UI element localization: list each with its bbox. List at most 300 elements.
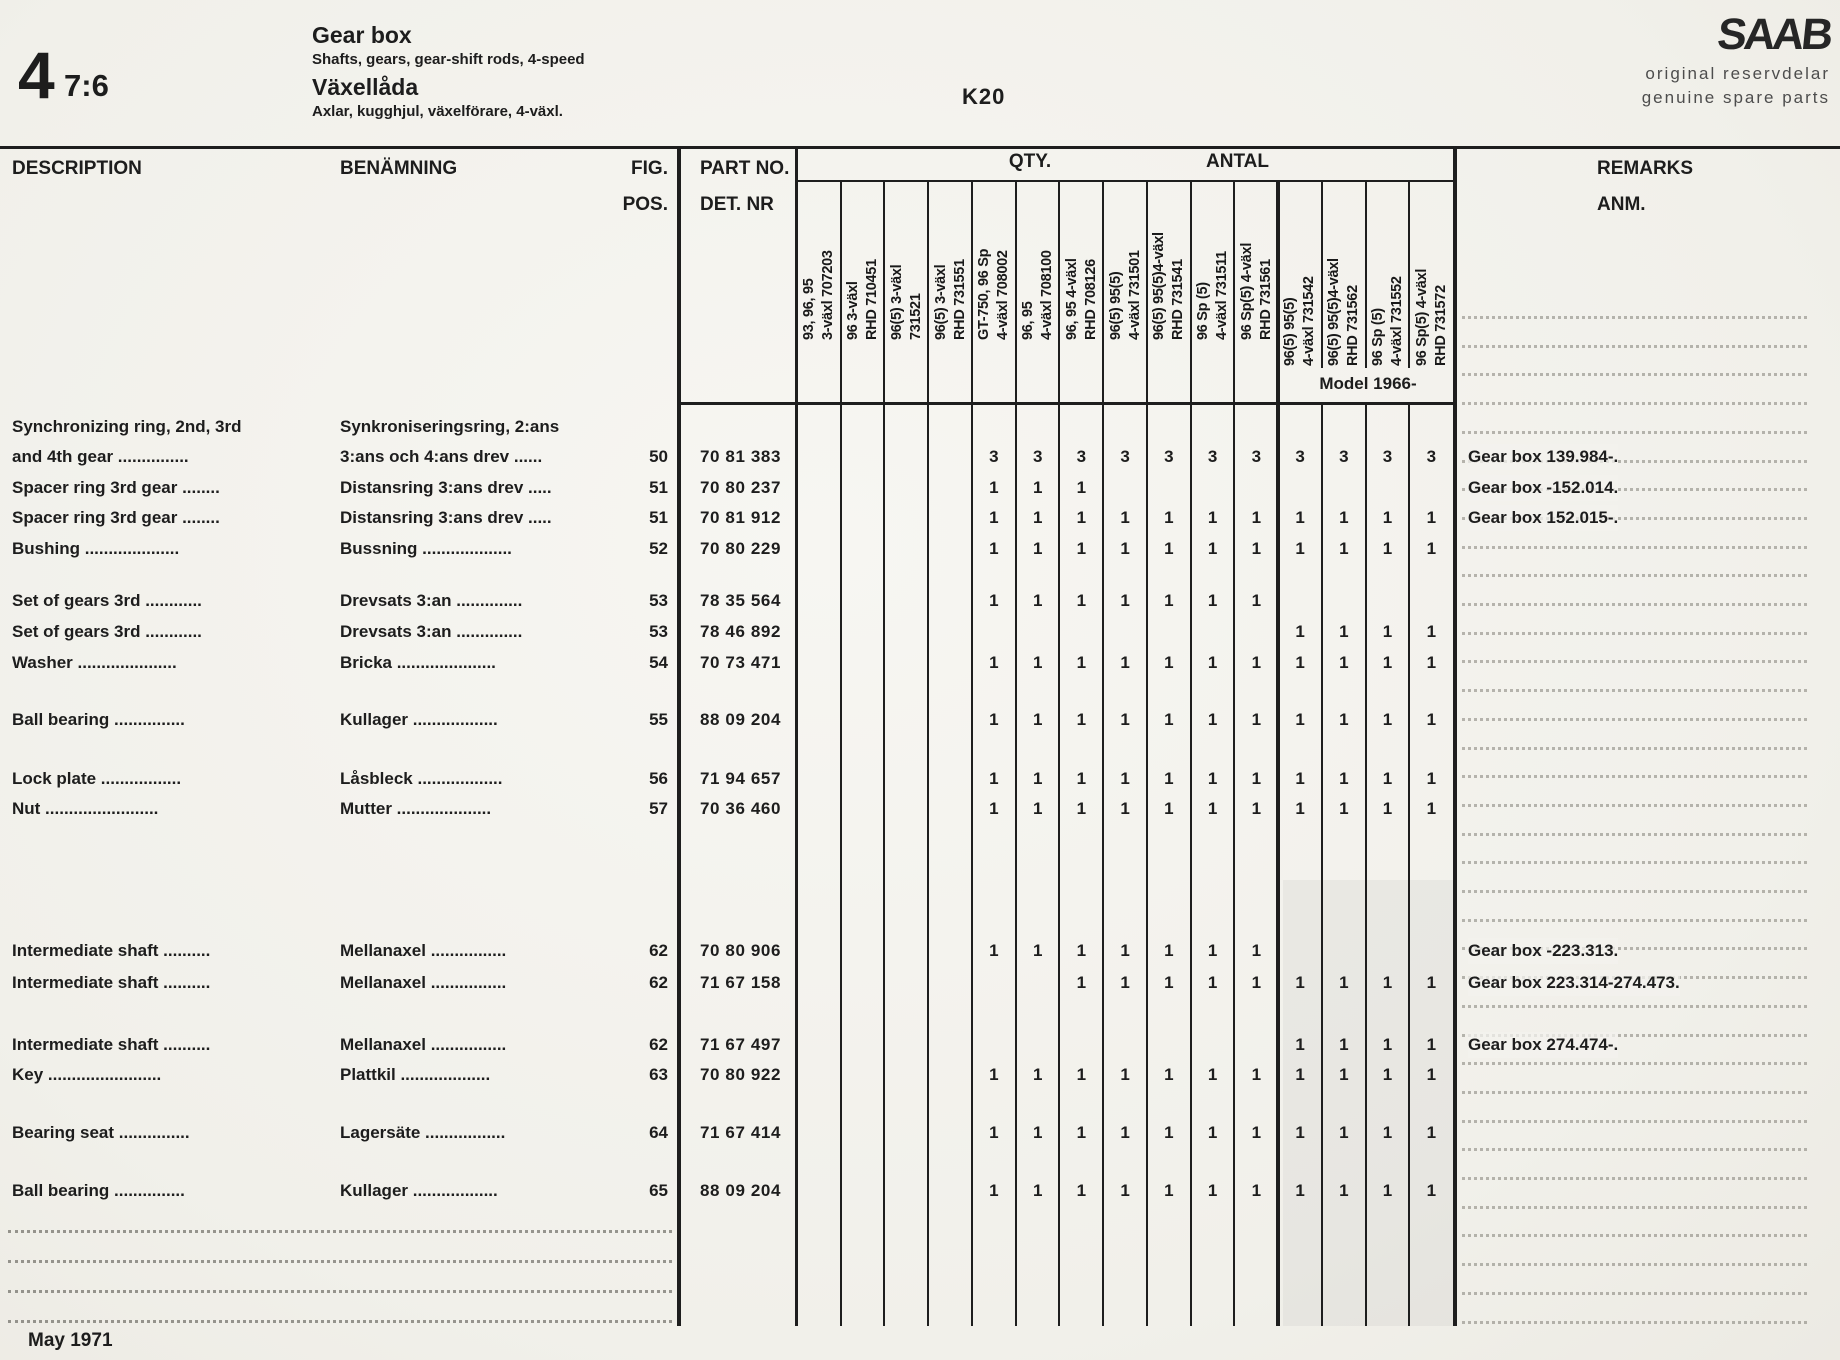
qty-column-line: [1190, 180, 1192, 1326]
row-description: Spacer ring 3rd gear ........: [12, 478, 220, 497]
row-qty-value: 1: [1426, 508, 1437, 527]
row-part-number: 70 80 229: [700, 539, 782, 558]
row-qty-value: 1: [1339, 622, 1349, 641]
row-qty-value: 1: [1426, 1123, 1437, 1142]
row-qty-value: 1: [1207, 1065, 1218, 1084]
row-qty-value: 1: [1382, 653, 1393, 672]
row-fig-pos: 65: [649, 1181, 668, 1200]
variant-column-header: [1413, 154, 1450, 366]
qty-column-line: [1102, 180, 1104, 1326]
row-part-number: 88 09 204: [700, 710, 782, 729]
row-qty-value: 1: [1295, 1035, 1305, 1054]
row-qty-value: 1: [1164, 653, 1174, 672]
row-qty-value: 1: [1339, 653, 1349, 672]
table-divider-fig-part: [677, 146, 681, 1326]
header-body-separator: [677, 402, 1457, 405]
variant-header-line1: 96 Sp (5): [1369, 308, 1386, 366]
page-subtitle-en: Shafts, gears, gear-shift rods, 4-speed: [312, 51, 585, 68]
row-qty-value: 1: [1251, 539, 1262, 558]
variant-column-header: [800, 128, 837, 340]
variant-column-header: [1325, 154, 1362, 366]
row-benamning: Mellanaxel ................: [340, 941, 507, 960]
row-qty-value: 1: [989, 478, 999, 497]
row-qty-value: 1: [1032, 1123, 1043, 1142]
remarks-dotted-line: [1462, 747, 1807, 750]
row-qty-value: 3: [1426, 447, 1437, 466]
row-description: Washer .....................: [12, 653, 177, 672]
row-description: and 4th gear ...............: [12, 447, 189, 466]
row-qty-value: 1: [1032, 478, 1043, 497]
qty-grid-left-border: [795, 146, 798, 1326]
remarks-dotted-line: [1462, 316, 1807, 319]
row-qty-value: 1: [989, 1181, 999, 1200]
column-header-part-no: PART NO.: [700, 158, 790, 179]
row-qty-value: 1: [1426, 653, 1437, 672]
row-qty-value: 1: [1295, 622, 1305, 641]
remarks-dotted-line: [1462, 1292, 1807, 1295]
row-qty-value: 1: [1295, 1123, 1305, 1142]
row-qty-value: 1: [989, 653, 999, 672]
row-qty-value: 1: [1339, 1065, 1349, 1084]
brand-tagline-sv: original reservdelar: [1645, 64, 1830, 83]
row-qty-value: 1: [1120, 1181, 1130, 1200]
table-row: [0, 1178, 1840, 1204]
row-qty-value: 1: [1120, 591, 1130, 610]
row-qty-value: 1: [1032, 941, 1043, 960]
row-qty-value: 1: [989, 539, 999, 558]
row-part-number: 78 35 564: [700, 591, 782, 610]
row-qty-value: 1: [1032, 1065, 1043, 1084]
row-qty-value: 1: [1295, 539, 1305, 558]
row-qty-value: 1: [1207, 1123, 1218, 1142]
section-reference: 7:6: [64, 68, 109, 103]
row-qty-value: 1: [989, 591, 999, 610]
variant-column-header: [975, 128, 1012, 340]
variant-header-line2: 4-växl 708100: [1038, 250, 1055, 340]
row-fig-pos: 53: [649, 591, 668, 610]
row-fig-pos: 57: [649, 799, 668, 818]
row-benamning: Mellanaxel ................: [340, 1035, 507, 1054]
remarks-dotted-line: [1462, 1148, 1807, 1151]
row-qty-value: 1: [1295, 508, 1305, 527]
row-qty-value: 1: [1032, 508, 1043, 527]
row-qty-value: 1: [1120, 941, 1130, 960]
row-description: Ball bearing ...............: [12, 1181, 185, 1200]
remarks-dotted-line: [1462, 574, 1807, 577]
row-remark: Gear box 139.984-.: [1468, 444, 1618, 470]
qty-column-line: [840, 180, 842, 1326]
remarks-dotted-line: [1462, 345, 1807, 348]
table-row: [0, 414, 1840, 440]
row-benamning: Plattkil ...................: [340, 1065, 491, 1084]
column-header-fig: FIG.: [631, 158, 668, 179]
row-part-number: 70 80 906: [700, 941, 782, 960]
row-qty-value: 1: [1295, 1065, 1305, 1084]
row-qty-value: 1: [1339, 799, 1349, 818]
empty-row-dotted-line: [8, 1230, 672, 1233]
row-qty-value: 1: [1251, 653, 1262, 672]
row-qty-value: 1: [989, 799, 999, 818]
row-qty-value: 1: [1339, 1181, 1349, 1200]
row-qty-value: 1: [1120, 653, 1130, 672]
row-qty-value: 1: [1207, 799, 1218, 818]
variant-column-header: [1369, 154, 1406, 366]
page-code: K20: [962, 84, 1006, 109]
qty-column-line: [927, 180, 929, 1326]
row-qty-value: 1: [1076, 508, 1087, 527]
row-benamning: 3:ans och 4:ans drev ......: [340, 447, 543, 466]
remarks-dotted-line: [1462, 689, 1807, 692]
table-row: [0, 1062, 1840, 1088]
table-row: [0, 588, 1840, 614]
row-qty-value: 1: [1382, 769, 1393, 788]
row-qty-value: 1: [1382, 1035, 1393, 1054]
table-row: [0, 505, 1840, 531]
row-qty-value: 1: [1032, 591, 1043, 610]
row-description: Intermediate shaft ..........: [12, 973, 211, 992]
variant-column-header: [1150, 128, 1187, 340]
row-qty-value: 1: [989, 710, 999, 729]
table-row: [0, 938, 1840, 964]
row-qty-value: 1: [1076, 653, 1087, 672]
row-qty-value: 1: [1426, 1035, 1437, 1054]
row-qty-value: 1: [1426, 973, 1437, 992]
row-benamning: Bricka .....................: [340, 653, 496, 672]
remarks-dotted-line: [1462, 1206, 1807, 1209]
qty-column-line: [1276, 180, 1280, 1326]
row-qty-value: 3: [1076, 447, 1087, 466]
row-qty-value: 1: [1339, 769, 1349, 788]
column-header-anm: ANM.: [1597, 194, 1646, 215]
row-qty-value: 1: [1164, 1065, 1174, 1084]
row-qty-value: 1: [1076, 478, 1087, 497]
row-part-number: 70 80 922: [700, 1065, 782, 1084]
remarks-dotted-line: [1462, 833, 1807, 836]
variant-column-header: [888, 128, 925, 340]
row-qty-value: 1: [989, 1065, 999, 1084]
variant-header-line2: RHD 708126: [1082, 259, 1099, 340]
saab-logo: SAAB: [1714, 10, 1833, 59]
variant-header-line2: RHD 731541: [1169, 259, 1186, 340]
row-qty-value: 1: [1120, 508, 1130, 527]
row-qty-value: 1: [1295, 1181, 1305, 1200]
variant-header-line1: 96 3-växl: [845, 281, 862, 340]
remarks-dotted-line: [1462, 1005, 1807, 1008]
row-qty-value: 1: [1251, 973, 1262, 992]
row-qty-value: 1: [1120, 799, 1130, 818]
row-fig-pos: 56: [649, 769, 668, 788]
row-qty-value: 1: [1164, 769, 1174, 788]
row-part-number: 70 81 383: [700, 447, 782, 466]
row-qty-value: 1: [1251, 1065, 1262, 1084]
row-qty-value: 1: [1382, 973, 1393, 992]
variant-header-line1: 96, 95 4-växl: [1063, 258, 1080, 340]
row-part-number: 70 80 237: [700, 478, 782, 497]
row-qty-value: 1: [1076, 710, 1087, 729]
brand-block: [1641, 10, 1833, 108]
variant-header-line1: 96 Sp(5) 4-växl: [1413, 268, 1430, 366]
qty-column-line: [883, 180, 885, 1326]
row-remark: Gear box 274.474-.: [1468, 1032, 1618, 1058]
row-description: Nut ........................: [12, 799, 159, 818]
row-qty-value: 1: [1120, 769, 1130, 788]
row-fig-pos: 63: [649, 1065, 668, 1084]
variant-column-header: [1107, 128, 1144, 340]
row-benamning: Lagersäte .................: [340, 1123, 506, 1142]
row-qty-value: 1: [1207, 1181, 1218, 1200]
table-row: [0, 475, 1840, 501]
page-subtitle-sv: Axlar, kugghjul, växelförare, 4-växl.: [312, 103, 563, 120]
row-description: Bushing ....................: [12, 539, 180, 558]
row-qty-value: 1: [1076, 973, 1087, 992]
column-header-antal: ANTAL: [1206, 151, 1269, 172]
remarks-dotted-line: [1462, 1321, 1807, 1324]
row-qty-value: 1: [989, 1123, 999, 1142]
row-remark: Gear box 152.015-.: [1468, 505, 1618, 531]
row-qty-value: 3: [1164, 447, 1174, 466]
row-benamning: Bussning ...................: [340, 539, 512, 558]
row-part-number: 78 46 892: [700, 622, 782, 641]
row-part-number: 88 09 204: [700, 1181, 782, 1200]
row-qty-value: 1: [1076, 591, 1087, 610]
variant-header-line2: 4-växl 731501: [1126, 250, 1142, 340]
row-part-number: 71 67 414: [700, 1123, 782, 1142]
row-qty-value: 1: [1295, 973, 1305, 992]
row-qty-value: 1: [1426, 769, 1437, 788]
variant-header-line1: 96(5) 95(5): [1107, 271, 1124, 340]
row-fig-pos: 54: [649, 653, 668, 672]
row-remark: Gear box -152.014.: [1468, 475, 1618, 501]
row-fig-pos: 53: [649, 622, 668, 641]
row-qty-value: 1: [1251, 1123, 1262, 1142]
row-qty-value: 1: [1295, 653, 1305, 672]
variant-header-line1: 96(5) 95(5): [1282, 297, 1299, 366]
variant-header-line1: GT-750, 96 Sp: [976, 248, 993, 340]
row-qty-value: 1: [1120, 1123, 1130, 1142]
row-benamning: Låsbleck ..................: [340, 769, 503, 788]
row-qty-value: 1: [1076, 799, 1087, 818]
row-qty-value: 1: [1032, 653, 1043, 672]
table-row: [0, 707, 1840, 733]
table-row: [0, 536, 1840, 562]
row-description: Synchronizing ring, 2nd, 3rd: [12, 417, 242, 436]
row-qty-value: 1: [1164, 973, 1174, 992]
row-qty-value: 1: [1032, 1181, 1043, 1200]
table-row: [0, 796, 1840, 822]
variant-header-line2: RHD 731562: [1344, 285, 1361, 366]
row-description: Spacer ring 3rd gear ........: [12, 508, 220, 527]
row-fig-pos: 62: [649, 941, 668, 960]
variant-header-line2: RHD 731561: [1257, 259, 1274, 340]
row-qty-value: 1: [1120, 973, 1130, 992]
variant-header-line1: 96, 95: [1020, 301, 1036, 340]
column-header-description: DESCRIPTION: [12, 158, 142, 179]
row-fig-pos: 62: [649, 973, 668, 992]
row-fig-pos: 55: [649, 710, 668, 729]
qty-column-line: [1058, 180, 1060, 1326]
empty-row-dotted-line: [8, 1320, 672, 1323]
row-qty-value: 1: [1164, 508, 1174, 527]
column-header-qty: QTY.: [1008, 151, 1052, 172]
row-qty-value: 1: [1207, 941, 1218, 960]
empty-row-dotted-line: [8, 1260, 672, 1263]
row-qty-value: 1: [1339, 1123, 1349, 1142]
row-fig-pos: 64: [649, 1123, 668, 1142]
column-header-det-nr: DET. NR: [700, 194, 774, 215]
row-qty-value: 1: [1426, 622, 1437, 641]
variant-header-line1: 96 Sp (5): [1195, 282, 1211, 340]
qty-column-line: [1146, 180, 1148, 1326]
table-row: [0, 444, 1840, 470]
row-fig-pos: 62: [649, 1035, 668, 1054]
brand-tagline-en: genuine spare parts: [1641, 88, 1830, 107]
row-qty-value: 1: [1382, 622, 1393, 641]
row-qty-value: 1: [1120, 1065, 1130, 1084]
row-qty-value: 1: [1164, 1123, 1174, 1142]
row-qty-value: 1: [1164, 710, 1174, 729]
row-qty-value: 1: [1120, 710, 1130, 729]
page-title-sv: Växellåda: [312, 74, 419, 100]
row-qty-value: 1: [1426, 1065, 1437, 1084]
row-qty-value: 1: [1339, 973, 1349, 992]
variant-header-line1: 96(5) 3-växl: [888, 264, 905, 340]
row-description: Bearing seat ...............: [12, 1123, 190, 1142]
variant-column-header: [932, 128, 969, 340]
row-benamning: Distansring 3:ans drev .....: [340, 478, 552, 497]
variant-header-line2: 4-växl 731542: [1300, 276, 1317, 366]
row-qty-value: 3: [1251, 447, 1262, 466]
row-qty-value: 1: [1426, 539, 1437, 558]
row-benamning: Synkroniseringsring, 2:ans: [340, 417, 560, 436]
row-qty-value: 1: [1032, 799, 1043, 818]
row-qty-value: 1: [1207, 539, 1218, 558]
variant-column-header: [1194, 128, 1231, 340]
row-qty-value: 1: [1295, 799, 1305, 818]
variant-column-header: [844, 128, 881, 340]
row-qty-value: 1: [1339, 508, 1349, 527]
row-qty-value: 1: [1382, 1065, 1393, 1084]
qty-column-line: [1233, 180, 1235, 1326]
row-qty-value: 1: [1076, 941, 1087, 960]
row-qty-value: 1: [1426, 710, 1437, 729]
footer-date: May 1971: [28, 1330, 113, 1351]
column-header-benamning: BENÄMNING: [340, 158, 458, 179]
row-benamning: Kullager ..................: [340, 710, 498, 729]
remarks-dotted-line: [1462, 861, 1807, 864]
row-benamning: Distansring 3:ans drev .....: [340, 508, 552, 527]
row-qty-value: 1: [1076, 1181, 1087, 1200]
row-qty-value: 1: [1382, 710, 1393, 729]
variant-header-line1: 93, 96, 95: [801, 278, 818, 340]
qty-column-line: [1408, 180, 1410, 368]
remarks-dotted-line: [1462, 1234, 1807, 1237]
table-row: [0, 1120, 1840, 1146]
row-qty-value: 1: [1207, 591, 1218, 610]
variant-header-line1: 96(5) 95(5)4-växl: [1326, 258, 1343, 366]
row-qty-value: 1: [1076, 1065, 1087, 1084]
row-qty-value: 3: [1120, 447, 1130, 466]
remarks-dotted-line: [1462, 373, 1807, 376]
variant-column-header: [1238, 128, 1275, 340]
row-qty-value: 1: [1251, 591, 1262, 610]
row-qty-value: 1: [1207, 769, 1218, 788]
remarks-dotted-line: [1462, 402, 1807, 405]
row-fig-pos: 50: [649, 447, 668, 466]
row-part-number: 70 36 460: [700, 799, 782, 818]
variant-header-line2: 4-växl 731552: [1388, 276, 1405, 366]
variant-header-line1: 96(5) 3-växl: [932, 264, 949, 340]
row-qty-value: 1: [1164, 1181, 1174, 1200]
row-qty-value: 1: [1251, 941, 1262, 960]
variant-header-line2: 731521: [907, 293, 924, 340]
qty-column-line: [1015, 180, 1017, 1326]
row-qty-value: 1: [1339, 710, 1349, 729]
row-qty-value: 1: [1164, 941, 1174, 960]
row-benamning: Mutter ....................: [340, 799, 492, 818]
row-part-number: 71 67 497: [700, 1035, 782, 1054]
remarks-dotted-line: [1462, 919, 1807, 922]
row-qty-value: 1: [1207, 653, 1218, 672]
qty-column-line: [971, 180, 973, 1326]
row-qty-value: 1: [1207, 973, 1218, 992]
table-row: [0, 970, 1840, 996]
row-fig-pos: 51: [649, 508, 668, 527]
row-qty-value: 1: [1295, 710, 1305, 729]
model-note: Model 1966-: [1319, 374, 1417, 393]
row-qty-value: 1: [1382, 508, 1393, 527]
row-qty-value: 1: [1032, 769, 1043, 788]
row-qty-value: 1: [1382, 1181, 1393, 1200]
qty-grid-right-border: [1453, 146, 1457, 1326]
row-qty-value: 1: [1382, 799, 1393, 818]
row-benamning: Drevsats 3:an ..............: [340, 591, 523, 610]
remarks-dotted-line: [1462, 1263, 1807, 1266]
row-description: Intermediate shaft ..........: [12, 1035, 211, 1054]
table-row: [0, 1032, 1840, 1058]
row-remark: Gear box 223.314-274.473.: [1468, 970, 1680, 996]
row-description: Intermediate shaft ..........: [12, 941, 211, 960]
row-qty-value: 3: [1382, 447, 1393, 466]
row-qty-value: 1: [1339, 1035, 1349, 1054]
variant-header-line2: RHD 731572: [1432, 285, 1449, 366]
row-qty-value: 1: [1382, 539, 1393, 558]
row-qty-value: 1: [1251, 1181, 1262, 1200]
table-row: [0, 650, 1840, 676]
qty-column-line: [1365, 180, 1367, 368]
row-qty-value: 1: [1076, 1123, 1087, 1142]
row-qty-value: 1: [1164, 539, 1174, 558]
row-fig-pos: 52: [649, 539, 668, 558]
row-qty-value: 1: [1426, 1181, 1437, 1200]
qty-column-line: [1321, 180, 1323, 368]
page-title-en: Gear box: [312, 22, 412, 48]
row-qty-value: 1: [1251, 769, 1262, 788]
row-qty-value: 1: [1426, 799, 1437, 818]
row-qty-value: 1: [1251, 799, 1262, 818]
table-row: [0, 619, 1840, 645]
section-number: 4: [18, 38, 53, 112]
variant-header-line2: 4-växl 708002: [994, 250, 1011, 340]
row-qty-value: 1: [989, 769, 999, 788]
row-qty-value: 1: [989, 941, 999, 960]
row-description: Set of gears 3rd ............: [12, 622, 202, 641]
row-description: Key ........................: [12, 1065, 162, 1084]
row-part-number: 70 81 912: [700, 508, 782, 527]
row-qty-value: 1: [1207, 710, 1218, 729]
row-qty-value: 3: [1207, 447, 1218, 466]
row-qty-value: 1: [1251, 710, 1262, 729]
row-remark: Gear box -223.313.: [1468, 938, 1618, 964]
